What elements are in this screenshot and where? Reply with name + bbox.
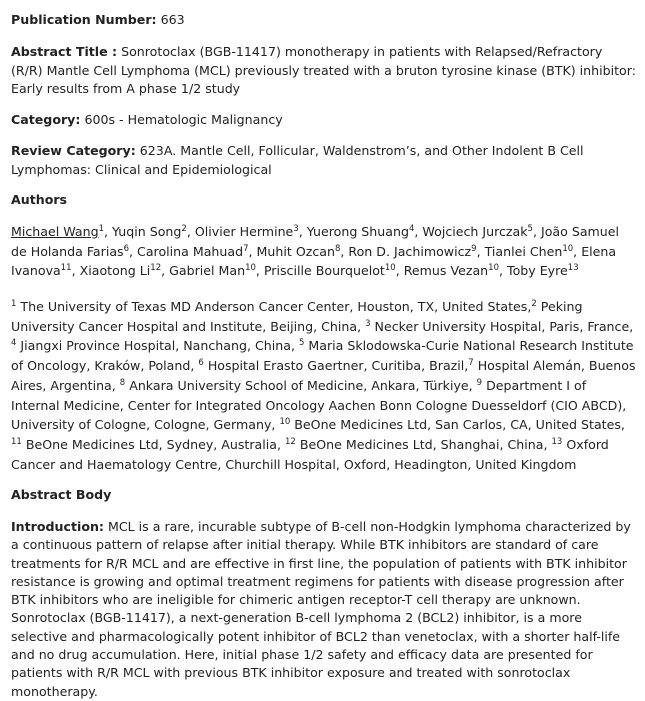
author-name: Elena Ivanova <box>11 243 617 279</box>
author-separator: , <box>255 263 264 279</box>
affiliation-text: Necker University Hospital, Paris, France, <box>370 318 634 334</box>
author-separator: , <box>186 224 195 239</box>
affiliation-text: Peking University Cancer Hospital and Institute, Beijing, China, <box>11 299 583 334</box>
affiliation-text: Oxford Cancer and Haematology Centre, Churchill Hospital, Oxford, Headington, United Kingdom <box>11 436 609 472</box>
author-affiliation-number: 3 <box>293 223 299 234</box>
author-affiliation-number: 1 <box>98 223 104 234</box>
author-affiliation-number: 10 <box>488 263 499 274</box>
abstract-title-value: Sonrotoclax (BGB-11417) monotherapy in patients with Relapsed/Refractory (R/R) Mantle Cell Lymphoma (MCL) previously treated with a bruton tyrosine kinase (BTK) inhibitor: Early results from A phase 1/2 study <box>11 44 636 96</box>
affiliation-number: 12 <box>285 436 296 447</box>
author-affiliation-number: 11 <box>60 263 72 274</box>
author-separator: , <box>298 224 307 239</box>
author-separator: , <box>340 243 349 259</box>
author-name: Yuqin Song <box>112 224 182 239</box>
author-affiliation-number: 9 <box>471 243 477 254</box>
author-name: Toby Eyre <box>507 263 568 279</box>
author-name: Muhit Ozcan <box>256 243 335 259</box>
category <box>11 111 636 130</box>
affiliation-number: 4 <box>11 338 17 349</box>
authors-list <box>11 222 636 281</box>
affiliation-number: 6 <box>198 357 204 368</box>
affiliation-text: The University of Texas MD Anderson Cancer Center, Houston, TX, United States, <box>16 299 532 314</box>
author-separator: , <box>414 224 423 239</box>
publication-number-label: Publication Number: <box>11 12 157 27</box>
author-affiliation-number: 10 <box>245 263 256 274</box>
abstract-title-label: Abstract Title : <box>11 44 118 59</box>
abstract-title <box>11 43 636 99</box>
author-name: Xiaotong Li <box>79 263 151 279</box>
publication-number-value: 663 <box>160 12 185 27</box>
affiliation-number: 11 <box>11 436 22 447</box>
introduction-text: MCL is a rare, incurable subtype of B-cell non-Hodgkin lymphoma characterized by a continuous pattern of relapse after initial therapy. While BTK inhibitors are standard of care treatments for R/R MCL and are effective in first line, the population of patients with BTK inhibitor resistance is growing and optimal treatment regimens for patients with disease progression after BTK inhibitors who are ineligible for chimeric antigen receptor-T cell therapy are unknown. Sonrotoclax (BGB-11417), a next-generation B-cell lymphoma 2 (BCL2) inhibitor, is a more selective and pharmacologically potent inhibitor of BCL2 than venetoclax, with a shorter half-life and no drug accumulation. Here, initial phase 1/2 safety and efficacy data are presented for patients with R/R MCL with previous BTK inhibitor exposure and treated with sonrotoclax monotherapy. <box>11 519 631 699</box>
author-affiliation-number: 8 <box>334 243 341 254</box>
author-name: Tianlei Chen <box>484 243 563 259</box>
author-separator: , <box>248 243 257 259</box>
author-separator: , <box>573 243 582 259</box>
affiliation-text: Hospital Erasto Gaertner, Curitiba, Brazil, <box>203 358 469 374</box>
author-affiliation-number: 6 <box>123 243 130 254</box>
affiliation-text: Hospital Alemán, Buenos Aires, Argentina, <box>11 358 636 393</box>
author-name: Wojciech Jurczak <box>422 224 528 239</box>
author-name: Ron D. Jachimowicz <box>348 243 472 259</box>
affiliation-number: 10 <box>279 417 291 428</box>
authors-heading: Authors <box>11 192 68 207</box>
author-separator: , <box>161 263 170 279</box>
author-affiliation-number: 2 <box>181 223 187 234</box>
author-name: Remus Vezan <box>403 263 489 279</box>
introduction-paragraph <box>11 518 636 701</box>
affiliation-number: 13 <box>551 436 563 447</box>
review-category <box>11 142 636 179</box>
author-name: Yuerong Shuang <box>306 224 409 239</box>
author-affiliation-number: 12 <box>150 263 162 274</box>
affiliation-text: Department I of Internal Medicine, Center for Integrated Oncology Aachen Bonn Cologne Duesseldorf (CIO ABCD), University of Cologne, Cologne, Germany, <box>11 377 627 433</box>
author-separator: , <box>395 263 404 279</box>
abstract-body-heading: Abstract Body <box>11 487 112 502</box>
affiliation-number: 1 <box>11 298 17 309</box>
author-name: João Samuel de Holanda Farias <box>11 224 620 259</box>
affiliations <box>11 297 636 474</box>
publication-number <box>11 11 636 30</box>
author-name[interactable]: Michael Wang <box>11 224 99 239</box>
category-label: Category: <box>11 112 81 127</box>
affiliation-number: 5 <box>298 338 305 349</box>
author-separator: , <box>499 263 508 279</box>
author-affiliation-number: 4 <box>408 223 415 234</box>
author-name: Gabriel Man <box>169 263 246 279</box>
author-name: Olivier Hermine <box>194 224 294 239</box>
affiliation-number: 3 <box>365 318 371 329</box>
affiliation-text: BeOne Medicines Ltd, Shanghai, China, <box>295 436 552 452</box>
author-separator: , <box>71 263 80 279</box>
author-affiliation-number: 7 <box>243 243 249 254</box>
affiliation-text: Ankara University School of Medicine, Ankara, Türkiye, <box>125 377 477 393</box>
author-affiliation-number: 13 <box>567 263 579 274</box>
affiliation-text: Jiangxi Province Hospital, Nanchang, China, <box>16 338 299 354</box>
review-category-value: 623A. Mantle Cell, Follicular, Waldenstrom’s, and Other Indolent B Cell Lymphomas: Clinical and Epidemiological <box>11 143 584 177</box>
affiliation-text: BeOne Medicines Ltd, San Carlos, CA, United States, <box>290 417 625 433</box>
author-separator: , <box>104 224 113 239</box>
author-affiliation-number: 10 <box>384 263 396 274</box>
affiliation-number: 8 <box>119 377 126 388</box>
author-affiliation-number: 10 <box>562 243 574 254</box>
author-separator: , <box>532 224 541 239</box>
author-name: Carolina Mahuad <box>137 243 244 259</box>
affiliation-number: 9 <box>476 377 483 388</box>
category-value: 600s - Hematologic Malignancy <box>84 112 283 127</box>
author-separator: , <box>129 243 138 259</box>
affiliation-text: BeOne Medicines Ltd, Sydney, Australia, <box>21 436 285 452</box>
introduction-label: Introduction: <box>11 519 104 534</box>
affiliation-number: 2 <box>531 298 537 309</box>
affiliation-text: Maria Sklodowska-Curie National Research Institute of Oncology, Kraków, Poland, <box>11 338 634 374</box>
review-category-label: Review Category: <box>11 143 136 158</box>
author-name: Priscille Bourquelot <box>263 263 385 279</box>
affiliation-number: 7 <box>468 357 474 368</box>
author-affiliation-number: 5 <box>527 223 533 234</box>
author-separator: , <box>476 243 485 259</box>
